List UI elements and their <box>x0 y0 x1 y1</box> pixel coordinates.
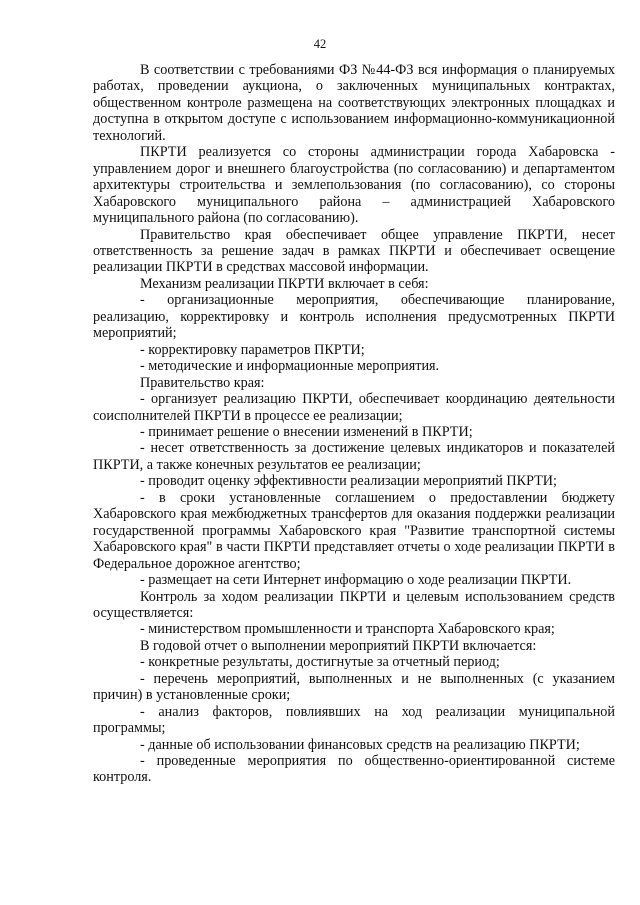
list-item: - принимает решение о внесении изменений в ПКРТИ; <box>140 423 473 440</box>
list-item: - методические и информационные мероприятия. <box>140 358 440 375</box>
list-item: - перечень мероприятий, выполненных и не выполненных (с указанием причин) в установленные сроки; <box>93 670 615 704</box>
list-item: - несет ответственность за достижение целевых индикаторов и показателей ПКРТИ, а также конечных результатов ее реализации; <box>93 440 615 473</box>
list-item: - министерством промышленности и транспорта Хабаровского края; <box>140 621 555 638</box>
list-item: - данные об использовании финансовых средств на реализацию ПКРТИ; <box>140 736 580 753</box>
list-item: - в сроки установленные соглашением о предоставлении бюджету Хабаровского края межбюджетных трансфертов для оказания поддержки реализации государственной программы Хабаровского края "Развитие транспортной системы Хабаровского края" в части ПКРТИ представляет отчеты о ходе реализации ПКРТИ в Федеральное дорожное агентство; <box>93 489 615 572</box>
paragraph: Механизм реализации ПКРТИ включает в себя: <box>140 275 429 292</box>
list-item: - конкретные результаты, достигнутые за отчетный период; <box>140 654 500 671</box>
document-body <box>93 62 615 786</box>
list-item: - размещает на сети Интернет информацию о ходе реализации ПКРТИ. <box>140 572 572 589</box>
list-item: - проведенные мероприятия по общественно-ориентированной системе контроля. <box>93 753 615 786</box>
paragraph: Правительство края: <box>140 374 265 391</box>
page-number: 42 <box>313 37 327 51</box>
paragraph: Контроль за ходом реализации ПКРТИ и целевым использованием средств осуществляется: <box>93 588 615 621</box>
list-item: - организует реализацию ПКРТИ, обеспечивает координацию деятельности соисполнителей ПКРТИ в процессе ее реализации; <box>93 391 615 424</box>
paragraph: Правительство края обеспечивает общее управление ПКРТИ, несет ответственность за решение задач в рамках ПКРТИ и обеспечивает освещение реализации ПКРТИ в средствах массовой информации. <box>93 226 615 276</box>
paragraph: В годовой отчет о выполнении мероприятий ПКРТИ включается: <box>140 637 537 654</box>
list-item: - организационные мероприятия, обеспечивающие планирование, реализацию, корректировку и контроль исполнения предусмотренных ПКРТИ мероприятий; <box>93 292 615 342</box>
paragraph: ПКРТИ реализуется со стороны администрации города Хабаровска - управлением дорог и внешнего благоустройства (по согласованию) и департаментом архитектуры строительства и землепользования (по согласованию), со стороны Хабаровского муниципального района – администрацией Хабаровского муниципального района (по согласованию). <box>93 144 615 227</box>
paragraph: В соответствии с требованиями ФЗ №44-ФЗ вся информация о планируемых работах, проведении аукциона, о заключенных муниципальных контрактах, общественном контроле размещена на соответствующих электронных площадках и доступна в открытом доступе с использованием информационно-коммуникационной технологий. <box>93 62 615 144</box>
list-item: - проводит оценку эффективности реализации мероприятий ПКРТИ; <box>140 473 557 490</box>
list-item: - анализ факторов, повлиявших на ход реализации муниципальной программы; <box>93 703 615 737</box>
list-item: - корректировку параметров ПКРТИ; <box>140 341 365 358</box>
